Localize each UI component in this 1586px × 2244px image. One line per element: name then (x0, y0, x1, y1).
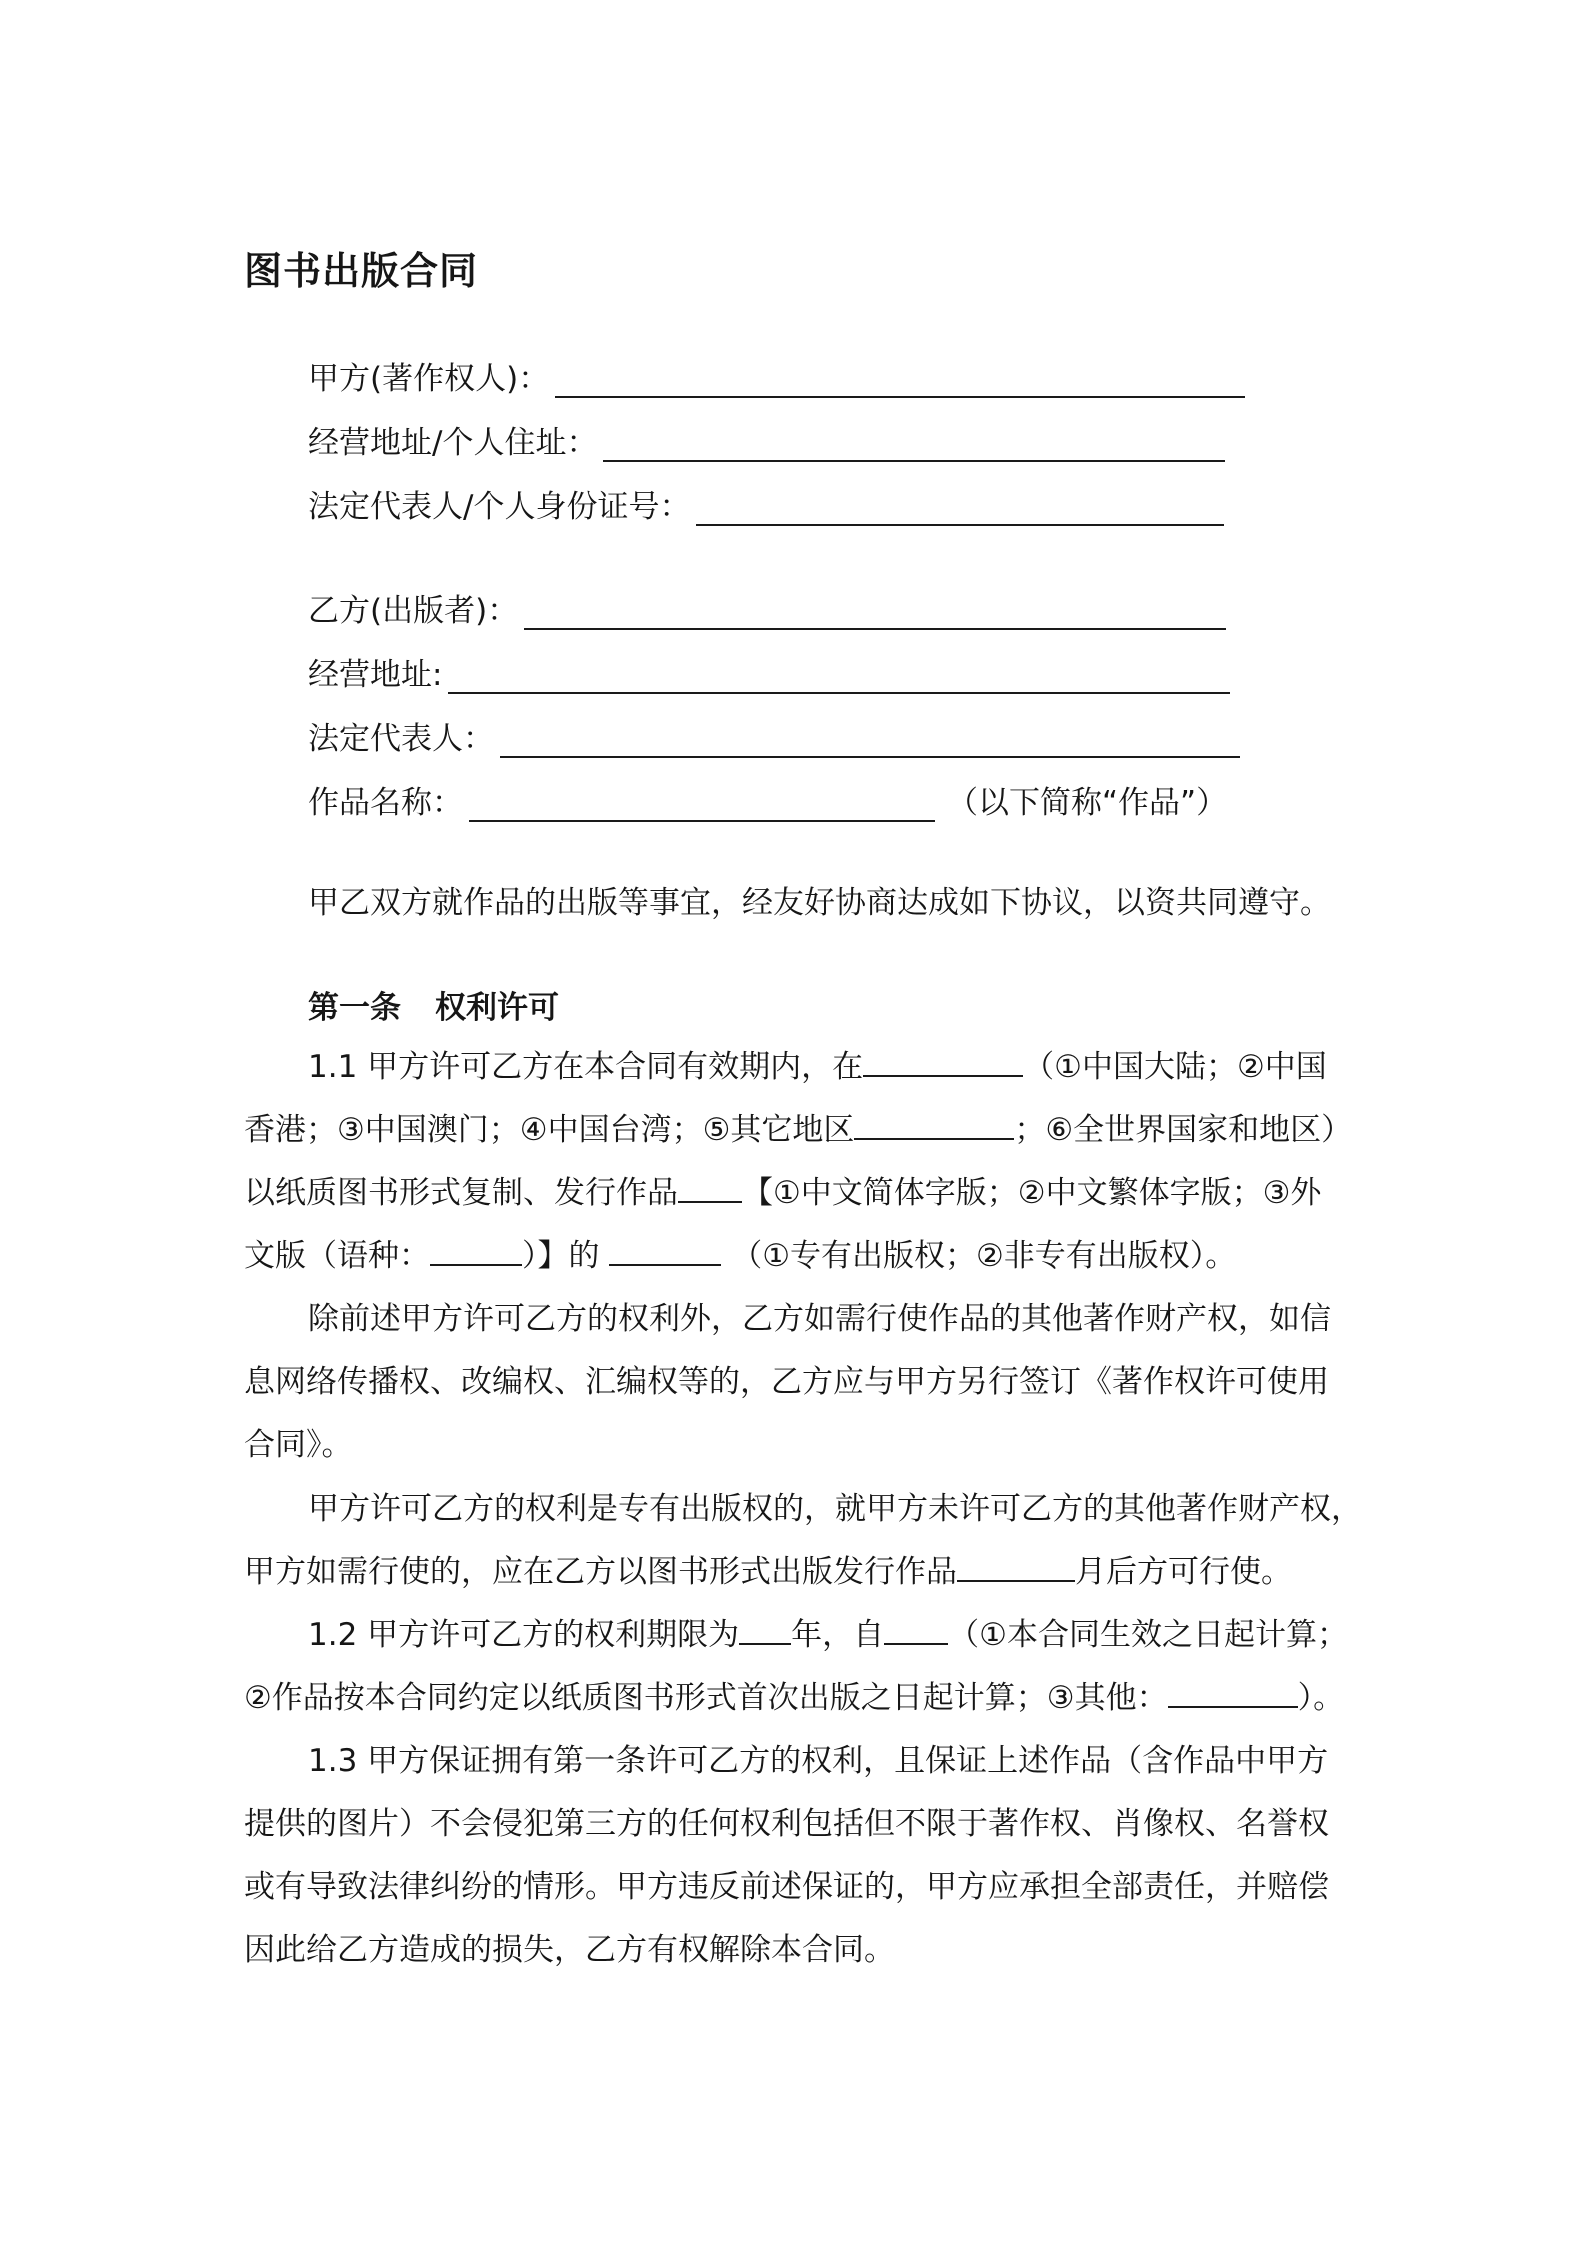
article-1-heading (308, 982, 559, 1027)
territory-blank (863, 1045, 1023, 1077)
article-1-title: 权利许可 (435, 990, 559, 1026)
clause-1-1-line-1: 1.1 甲方许可乙方在本合同有效期内，在 （①中国大陆；②中国 (244, 1036, 1360, 1099)
exclusive-line-1: 甲方许可乙方的权利是专有出版权的，就甲方未许可乙方的其他著作财产权， (308, 1491, 1362, 1527)
party-a-rep-blank (696, 490, 1224, 526)
party-b-rep-field (308, 710, 1240, 758)
party-b-address-field (308, 646, 1230, 694)
party-b-name-field (308, 582, 1226, 630)
intro-line: 甲乙双方就作品的出版等事宜，经友好协商达成如下协议，以资共同遵守。 (308, 885, 1331, 921)
clause-1-2-line-1: 1.2 甲方许可乙方的权利期限为 年，自 （①本合同生效之日起计算； (244, 1604, 1360, 1667)
party-a-rep-field (308, 478, 1224, 526)
clause-1-2-line-2: ②作品按本合同约定以纸质图书形式首次出版之日起计算；③其他： ）。 (244, 1667, 1360, 1730)
clause-1-1-line-4: 文版（语种： ）】的 （①专有出版权；②非专有出版权）。 (244, 1225, 1360, 1288)
party-a-address-field (308, 414, 1225, 462)
page-title: 图书出版合同 (244, 249, 479, 293)
other-rights-line-3: 合同》。 (244, 1427, 353, 1463)
clause-1-3-line-2: 提供的图片）不会侵犯第三方的任何权利包括但不限于著作权、肖像权、名誉权 (244, 1806, 1329, 1842)
language-blank (430, 1234, 522, 1266)
work-name-blank (469, 786, 935, 822)
right-type-blank (609, 1234, 721, 1266)
party-b-name-blank (524, 594, 1226, 630)
exclusive-line-2: 甲方如需行使的，应在乙方以图书形式出版发行作品 月后方可行使。 (244, 1541, 1360, 1604)
other-rights-paragraph (244, 1288, 1360, 1477)
party-b-address-blank (448, 658, 1230, 694)
party-a-address-label: 经营地址/个人住址： (308, 425, 598, 461)
party-a-name-blank (555, 362, 1245, 398)
clause-1-1-line-2: 香港；③中国澳门；④中国台湾；⑤其它地区 ；⑥全世界国家和地区） (244, 1099, 1360, 1162)
other-start-blank (1168, 1676, 1298, 1708)
other-rights-line-2: 息网络传播权、改编权、汇编权等的，乙方应与甲方另行签订《著作权许可使用 (244, 1364, 1329, 1400)
work-name-field (308, 774, 1227, 822)
years-blank (739, 1613, 791, 1645)
article-1-number: 第一条 (308, 990, 401, 1026)
intro-paragraph (244, 872, 1360, 935)
exclusive-paragraph (244, 1478, 1360, 1604)
work-name-suffix: （以下简称“作品”） (947, 785, 1228, 821)
start-option-blank (884, 1613, 948, 1645)
other-rights-line-1: 除前述甲方许可乙方的权利外，乙方如需行使作品的其他著作财产权，如信 (308, 1301, 1331, 1337)
clause-1-3-line-4: 因此给乙方造成的损失，乙方有权解除本合同。 (244, 1932, 895, 1968)
party-b-rep-label: 法定代表人： (308, 721, 494, 757)
clause-1-3-line-3: 或有导致法律纠纷的情形。甲方违反前述保证的，甲方应承担全部责任，并赔偿 (244, 1869, 1329, 1905)
party-b-rep-blank (500, 722, 1240, 758)
party-a-address-blank (603, 426, 1225, 462)
party-b-address-label: 经营地址: (308, 657, 443, 693)
clause-1-1 (244, 1036, 1360, 1288)
edition-blank (678, 1171, 742, 1203)
other-region-blank (854, 1108, 1014, 1140)
party-b-name-label: 乙方(出版者)： (308, 593, 519, 629)
party-a-name-field (308, 350, 1245, 398)
party-a-name-label: 甲方(著作权人)： (308, 361, 550, 397)
clause-1-3-line-1: 1.3 甲方保证拥有第一条许可乙方的权利，且保证上述作品（含作品中甲方 (308, 1743, 1329, 1779)
work-name-label: 作品名称： (308, 785, 463, 821)
clause-1-1-line-3: 以纸质图书形式复制、发行作品 【①中文简体字版；②中文繁体字版；③外 (244, 1162, 1360, 1225)
clause-1-3 (244, 1730, 1360, 1982)
months-blank (957, 1550, 1075, 1582)
party-a-rep-label: 法定代表人/个人身份证号： (308, 489, 691, 525)
clause-1-2 (244, 1604, 1360, 1730)
